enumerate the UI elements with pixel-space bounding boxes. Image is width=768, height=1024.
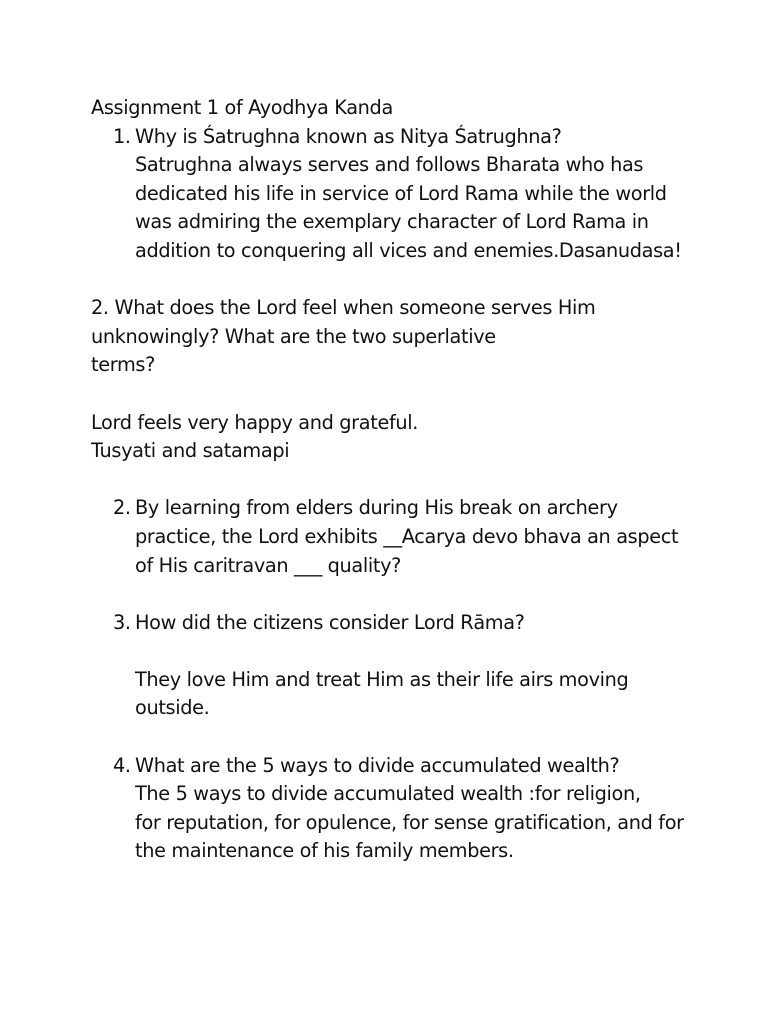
question-2b-line-2: practice, the Lord exhibits __Acarya devo bhava an aspect xyxy=(135,524,679,548)
question-2b-line-1: By learning from elders during His break on archery xyxy=(135,496,618,520)
answer-4-line-3: the maintenance of his family members. xyxy=(135,839,514,863)
document-title: Assignment 1 of Ayodhya Kanda xyxy=(91,96,393,119)
question-2b xyxy=(91,494,691,523)
question-3 xyxy=(91,609,691,638)
spacer xyxy=(91,637,691,666)
question-1 xyxy=(91,123,691,152)
question-2b-number: 2. xyxy=(113,496,131,520)
answer-1-line-1: Satrughna always serves and follows Bharata who has xyxy=(135,153,644,177)
answer-4-line-1: The 5 ways to divide accumulated wealth :for religion, xyxy=(135,782,641,806)
question-1-text: Why is Śatrughna known as Nitya Śatrughna? xyxy=(135,124,562,148)
question-3-text: How did the citizens consider Lord Rāma? xyxy=(135,610,525,634)
spacer xyxy=(91,466,691,495)
question-3-number: 3. xyxy=(113,610,131,634)
answer-1-line-3: was admiring the exemplary character of Lord Rama in xyxy=(135,210,649,234)
question-2a-line-2: unknowingly? What are the two superlative xyxy=(91,324,496,348)
answer-2a-line-1: Lord feels very happy and grateful. xyxy=(91,410,419,434)
question-2b-line-3: of His caritravan ___ quality? xyxy=(135,553,402,577)
answer-3-line-1: They love Him and treat Him as their life airs moving xyxy=(135,667,629,691)
answer-1-line-4: addition to conquering all vices and enemies.Dasanudasa! xyxy=(135,238,682,262)
answer-4-line-2: for reputation, for opulence, for sense gratification, and for xyxy=(135,810,684,834)
spacer xyxy=(91,723,691,752)
spacer xyxy=(91,380,691,409)
answer-1-line-2: dedicated his life in service of Lord Rama while the world xyxy=(135,181,667,205)
question-4-text: What are the 5 ways to divide accumulated wealth? xyxy=(135,753,620,777)
spacer xyxy=(91,580,691,609)
question-2a-line-1: 2. What does the Lord feel when someone serves Him xyxy=(91,296,596,320)
question-2a-line-3: terms? xyxy=(91,353,155,377)
document-body xyxy=(91,94,691,866)
answer-2a-line-2: Tusyati and satamapi xyxy=(91,439,290,463)
question-4 xyxy=(91,752,691,781)
spacer xyxy=(91,266,691,295)
question-1-number: 1. xyxy=(113,124,131,148)
question-4-number: 4. xyxy=(113,753,131,777)
answer-3-line-2: outside. xyxy=(135,696,210,720)
